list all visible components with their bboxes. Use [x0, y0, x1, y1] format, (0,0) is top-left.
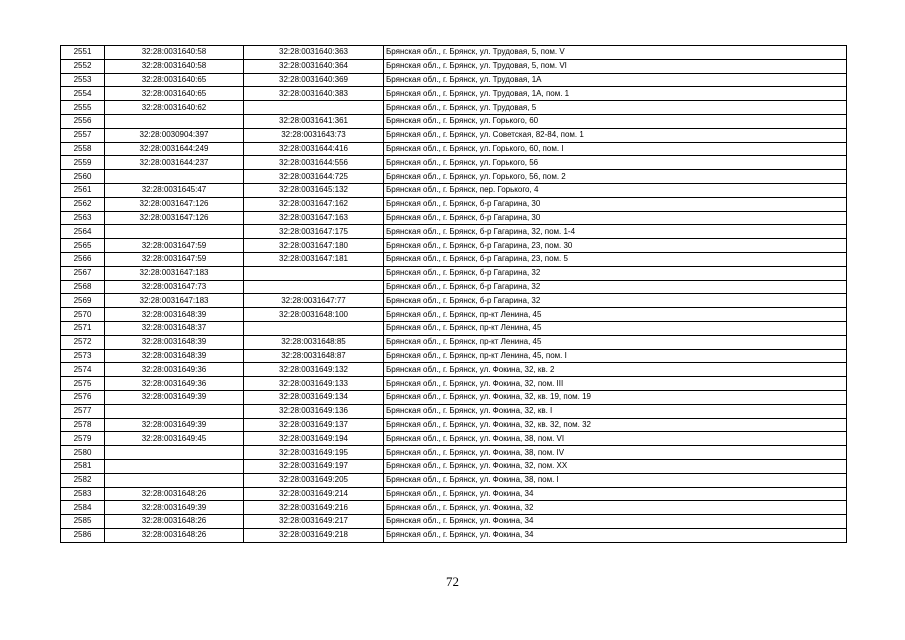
- cadastral-number-cell: 32:28:0031649:39: [105, 418, 244, 432]
- address-cell: Брянская обл., г. Брянск, б-р Гагарина, 30: [384, 211, 847, 225]
- row-number-cell: 2562: [61, 197, 105, 211]
- table-row: [61, 390, 847, 404]
- object-cadastral-number-cell: 32:28:0031647:180: [244, 239, 384, 253]
- object-cadastral-number-cell: [244, 280, 384, 294]
- address-cell: Брянская обл., г. Брянск, ул. Горького, 56, пом. 2: [384, 170, 847, 184]
- object-cadastral-number-cell: [244, 266, 384, 280]
- cadastral-number-cell: 32:28:0031648:26: [105, 528, 244, 542]
- address-cell: Брянская обл., г. Брянск, ул. Фокина, 32, кв. I: [384, 404, 847, 418]
- object-cadastral-number-cell: 32:28:0031649:218: [244, 528, 384, 542]
- table-row: [61, 59, 847, 73]
- table-row: [61, 197, 847, 211]
- row-number-cell: 2583: [61, 487, 105, 501]
- row-number-cell: 2581: [61, 459, 105, 473]
- table-row: [61, 280, 847, 294]
- address-cell: Брянская обл., г. Брянск, пр-кт Ленина, 45: [384, 308, 847, 322]
- table-row: [61, 211, 847, 225]
- row-number-cell: 2579: [61, 432, 105, 446]
- row-number-cell: 2554: [61, 87, 105, 101]
- address-cell: Брянская обл., г. Брянск, б-р Гагарина, 32: [384, 280, 847, 294]
- cadastral-number-cell: 32:28:0031644:237: [105, 156, 244, 170]
- object-cadastral-number-cell: 32:28:0031649:194: [244, 432, 384, 446]
- cadastral-number-cell: 32:28:0031640:65: [105, 87, 244, 101]
- cadastral-number-cell: 32:28:0031647:59: [105, 239, 244, 253]
- object-cadastral-number-cell: 32:28:0031649:216: [244, 501, 384, 515]
- cadastral-number-cell: 32:28:0031647:126: [105, 211, 244, 225]
- address-cell: Брянская обл., г. Брянск, б-р Гагарина, 30: [384, 197, 847, 211]
- address-cell: Брянская обл., г. Брянск, ул. Трудовая, 5, пом. VI: [384, 59, 847, 73]
- table-row: [61, 266, 847, 280]
- address-cell: Брянская обл., г. Брянск, ул. Трудовая, 5: [384, 101, 847, 115]
- page-number: 72: [446, 574, 459, 589]
- cadastral-number-cell: 32:28:0031647:183: [105, 294, 244, 308]
- object-cadastral-number-cell: 32:28:0031649:217: [244, 515, 384, 529]
- table-row: [61, 73, 847, 87]
- table-row: [61, 363, 847, 377]
- cadastral-number-cell: 32:28:0031645:47: [105, 183, 244, 197]
- address-cell: Брянская обл., г. Брянск, ул. Фокина, 32, кв. 19, пом. 19: [384, 390, 847, 404]
- object-cadastral-number-cell: 32:28:0031649:197: [244, 459, 384, 473]
- table-row: [61, 183, 847, 197]
- table-row: [61, 432, 847, 446]
- row-number-cell: 2558: [61, 142, 105, 156]
- row-number-cell: 2584: [61, 501, 105, 515]
- table-row: [61, 142, 847, 156]
- object-cadastral-number-cell: 32:28:0031649:205: [244, 473, 384, 487]
- table-row: [61, 87, 847, 101]
- cadastral-number-cell: [105, 473, 244, 487]
- cadastral-number-cell: 32:28:0031649:45: [105, 432, 244, 446]
- table-row: [61, 252, 847, 266]
- row-number-cell: 2573: [61, 349, 105, 363]
- object-cadastral-number-cell: 32:28:0031649:137: [244, 418, 384, 432]
- address-cell: Брянская обл., г. Брянск, ул. Трудовая, 5, пом. V: [384, 46, 847, 60]
- row-number-cell: 2553: [61, 73, 105, 87]
- row-number-cell: 2567: [61, 266, 105, 280]
- cadastral-number-cell: 32:28:0031647:73: [105, 280, 244, 294]
- cadastral-number-cell: [105, 114, 244, 128]
- address-cell: Брянская обл., г. Брянск, пр-кт Ленина, 45: [384, 335, 847, 349]
- cadastral-number-cell: 32:28:0031647:183: [105, 266, 244, 280]
- object-cadastral-number-cell: 32:28:0031644:416: [244, 142, 384, 156]
- table-row: [61, 487, 847, 501]
- object-cadastral-number-cell: 32:28:0031649:133: [244, 377, 384, 391]
- row-number-cell: 2586: [61, 528, 105, 542]
- object-cadastral-number-cell: 32:28:0031645:132: [244, 183, 384, 197]
- cadastral-number-cell: 32:28:0031648:39: [105, 349, 244, 363]
- row-number-cell: 2569: [61, 294, 105, 308]
- object-cadastral-number-cell: [244, 321, 384, 335]
- row-number-cell: 2560: [61, 170, 105, 184]
- cadastral-number-cell: 32:28:0031649:36: [105, 377, 244, 391]
- cadastral-number-cell: 32:28:0031648:39: [105, 335, 244, 349]
- table-row: [61, 446, 847, 460]
- table-row: [61, 473, 847, 487]
- address-cell: Брянская обл., г. Брянск, ул. Фокина, 38, пом. VI: [384, 432, 847, 446]
- row-number-cell: 2556: [61, 114, 105, 128]
- address-cell: Брянская обл., г. Брянск, ул. Трудовая, 1А: [384, 73, 847, 87]
- row-number-cell: 2574: [61, 363, 105, 377]
- table-row: [61, 459, 847, 473]
- address-cell: Брянская обл., г. Брянск, ул. Фокина, 32, пом. III: [384, 377, 847, 391]
- object-cadastral-number-cell: 32:28:0031648:85: [244, 335, 384, 349]
- row-number-cell: 2568: [61, 280, 105, 294]
- object-cadastral-number-cell: 32:28:0031647:181: [244, 252, 384, 266]
- row-number-cell: 2582: [61, 473, 105, 487]
- address-cell: Брянская обл., г. Брянск, ул. Фокина, 32, кв. 2: [384, 363, 847, 377]
- cadastral-number-cell: 32:28:0031644:249: [105, 142, 244, 156]
- object-cadastral-number-cell: 32:28:0031649:136: [244, 404, 384, 418]
- cadastral-number-cell: 32:28:0031647:126: [105, 197, 244, 211]
- row-number-cell: 2565: [61, 239, 105, 253]
- row-number-cell: 2555: [61, 101, 105, 115]
- table-row: [61, 156, 847, 170]
- cadastral-number-cell: 32:28:0031640:58: [105, 46, 244, 60]
- table-row: [61, 501, 847, 515]
- row-number-cell: 2561: [61, 183, 105, 197]
- table-row: [61, 225, 847, 239]
- table-row: [61, 377, 847, 391]
- address-cell: Брянская обл., г. Брянск, б-р Гагарина, 23, пом. 30: [384, 239, 847, 253]
- address-cell: Брянская обл., г. Брянск, ул. Фокина, 34: [384, 487, 847, 501]
- table-row: [61, 321, 847, 335]
- row-number-cell: 2572: [61, 335, 105, 349]
- row-number-cell: 2566: [61, 252, 105, 266]
- cadastral-number-cell: 32:28:0031648:26: [105, 515, 244, 529]
- row-number-cell: 2578: [61, 418, 105, 432]
- table-row: [61, 515, 847, 529]
- object-cadastral-number-cell: 32:28:0031644:556: [244, 156, 384, 170]
- table-row: [61, 170, 847, 184]
- address-cell: Брянская обл., г. Брянск, ул. Советская, 82-84, пом. 1: [384, 128, 847, 142]
- row-number-cell: 2571: [61, 321, 105, 335]
- row-number-cell: 2575: [61, 377, 105, 391]
- object-cadastral-number-cell: 32:28:0031649:214: [244, 487, 384, 501]
- object-cadastral-number-cell: 32:28:0031647:175: [244, 225, 384, 239]
- table-row: [61, 239, 847, 253]
- address-cell: Брянская обл., г. Брянск, б-р Гагарина, 23, пом. 5: [384, 252, 847, 266]
- table-row: [61, 404, 847, 418]
- cadastral-number-cell: 32:28:0031649:36: [105, 363, 244, 377]
- row-number-cell: 2563: [61, 211, 105, 225]
- object-cadastral-number-cell: 32:28:0031648:100: [244, 308, 384, 322]
- object-cadastral-number-cell: [244, 101, 384, 115]
- object-cadastral-number-cell: 32:28:0031647:77: [244, 294, 384, 308]
- cadastral-number-cell: [105, 459, 244, 473]
- object-cadastral-number-cell: 32:28:0031643:73: [244, 128, 384, 142]
- address-cell: Брянская обл., г. Брянск, ул. Горького, 56: [384, 156, 847, 170]
- object-cadastral-number-cell: 32:28:0031640:383: [244, 87, 384, 101]
- cadastral-number-cell: [105, 446, 244, 460]
- cadastral-number-cell: 32:28:0031649:39: [105, 390, 244, 404]
- cadastral-number-cell: 32:28:0031640:65: [105, 73, 244, 87]
- address-cell: Брянская обл., г. Брянск, пер. Горького, 4: [384, 183, 847, 197]
- cadastral-number-cell: 32:28:0031648:26: [105, 487, 244, 501]
- object-cadastral-number-cell: 32:28:0031641:361: [244, 114, 384, 128]
- table-row: [61, 101, 847, 115]
- cadastral-number-cell: 32:28:0031647:59: [105, 252, 244, 266]
- address-cell: Брянская обл., г. Брянск, пр-кт Ленина, 45, пом. I: [384, 349, 847, 363]
- register-table-body: [61, 46, 847, 543]
- address-cell: Брянская обл., г. Брянск, б-р Гагарина, 32, пом. 1-4: [384, 225, 847, 239]
- row-number-cell: 2570: [61, 308, 105, 322]
- object-cadastral-number-cell: 32:28:0031640:369: [244, 73, 384, 87]
- address-cell: Брянская обл., г. Брянск, ул. Горького, 60, пом. I: [384, 142, 847, 156]
- table-row: [61, 418, 847, 432]
- address-cell: Брянская обл., г. Брянск, б-р Гагарина, 32: [384, 266, 847, 280]
- address-cell: Брянская обл., г. Брянск, ул. Горького, 60: [384, 114, 847, 128]
- address-cell: Брянская обл., г. Брянск, ул. Фокина, 38, пом. I: [384, 473, 847, 487]
- address-cell: Брянская обл., г. Брянск, ул. Фокина, 34: [384, 528, 847, 542]
- object-cadastral-number-cell: 32:28:0031649:195: [244, 446, 384, 460]
- row-number-cell: 2557: [61, 128, 105, 142]
- object-cadastral-number-cell: 32:28:0031649:134: [244, 390, 384, 404]
- cadastral-number-cell: 32:28:0031649:39: [105, 501, 244, 515]
- table-row: [61, 528, 847, 542]
- address-cell: Брянская обл., г. Брянск, б-р Гагарина, 32: [384, 294, 847, 308]
- address-cell: Брянская обл., г. Брянск, ул. Фокина, 32, кв. 32, пом. 32: [384, 418, 847, 432]
- table-row: [61, 335, 847, 349]
- row-number-cell: 2551: [61, 46, 105, 60]
- table-row: [61, 349, 847, 363]
- row-number-cell: 2559: [61, 156, 105, 170]
- address-cell: Брянская обл., г. Брянск, ул. Фокина, 38, пом. IV: [384, 446, 847, 460]
- address-cell: Брянская обл., г. Брянск, ул. Фокина, 32, пом. XX: [384, 459, 847, 473]
- row-number-cell: 2577: [61, 404, 105, 418]
- row-number-cell: 2585: [61, 515, 105, 529]
- row-number-cell: 2576: [61, 390, 105, 404]
- address-cell: Брянская обл., г. Брянск, ул. Фокина, 34: [384, 515, 847, 529]
- object-cadastral-number-cell: 32:28:0031640:364: [244, 59, 384, 73]
- object-cadastral-number-cell: 32:28:0031647:163: [244, 211, 384, 225]
- address-cell: Брянская обл., г. Брянск, ул. Трудовая, 1А, пом. 1: [384, 87, 847, 101]
- cadastral-number-cell: 32:28:0031640:58: [105, 59, 244, 73]
- table-row: [61, 128, 847, 142]
- table-row: [61, 294, 847, 308]
- object-cadastral-number-cell: 32:28:0031649:132: [244, 363, 384, 377]
- cadastral-number-cell: [105, 404, 244, 418]
- cadastral-number-cell: 32:28:0031640:62: [105, 101, 244, 115]
- cadastral-register-table: [60, 45, 847, 543]
- table-row: [61, 46, 847, 60]
- row-number-cell: 2580: [61, 446, 105, 460]
- cadastral-number-cell: 32:28:0031648:37: [105, 321, 244, 335]
- row-number-cell: 2552: [61, 59, 105, 73]
- cadastral-number-cell: [105, 170, 244, 184]
- table-row: [61, 114, 847, 128]
- cadastral-number-cell: 32:28:0030904:397: [105, 128, 244, 142]
- cadastral-number-cell: [105, 225, 244, 239]
- address-cell: Брянская обл., г. Брянск, ул. Фокина, 32: [384, 501, 847, 515]
- address-cell: Брянская обл., г. Брянск, пр-кт Ленина, 45: [384, 321, 847, 335]
- table-row: [61, 308, 847, 322]
- object-cadastral-number-cell: 32:28:0031647:162: [244, 197, 384, 211]
- object-cadastral-number-cell: 32:28:0031640:363: [244, 46, 384, 60]
- object-cadastral-number-cell: 32:28:0031648:87: [244, 349, 384, 363]
- cadastral-number-cell: 32:28:0031648:39: [105, 308, 244, 322]
- object-cadastral-number-cell: 32:28:0031644:725: [244, 170, 384, 184]
- row-number-cell: 2564: [61, 225, 105, 239]
